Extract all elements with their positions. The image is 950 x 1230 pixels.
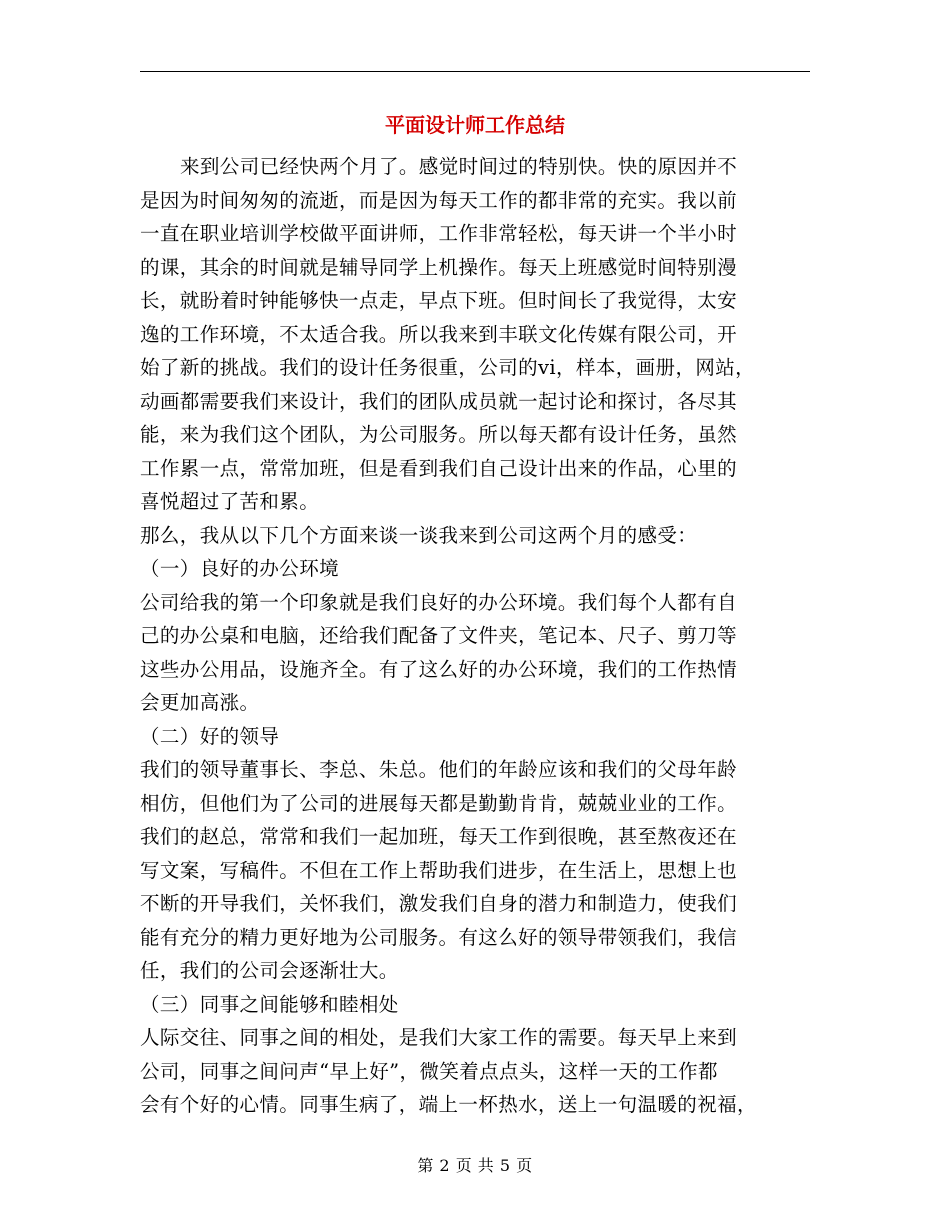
paragraph-line: 能，来为我们这个团队，为公司服务。所以每天都有设计任务，虽然 — [140, 423, 738, 446]
paragraph-line: 一直在职业培训学校做平面讲师，工作非常轻松，每天讲一个半小时 — [140, 222, 738, 245]
page-footer: 第 2 页 共 5 页 — [417, 1156, 533, 1175]
paragraph-line: 是因为时间匆匆的流逝，而是因为每天工作的都非常的充实。我以前 — [140, 188, 738, 212]
paragraph-line: 己的办公桌和电脑，还给我们配备了文件夹，笔记本、尺子、剪刀等 — [140, 624, 738, 647]
paragraph-line: 工作累一点，常常加班，但是看到我们自己设计出来的作品，心里的 — [140, 456, 738, 480]
paragraph-line: 公司给我的第一个印象就是我们良好的办公环境。我们每个人都有自 — [140, 590, 738, 614]
paragraph-line: 长，就盼着时钟能够快一点走，早点下班。但时间长了我觉得，太安 — [140, 289, 738, 312]
paragraph-line: 人际交往、同事之间的相处，是我们大家工作的需要。每天早上来到 — [140, 1026, 738, 1049]
paragraph-line: 不断的开导我们，关怀我们，激发我们自身的潜力和制造力，使我们 — [140, 892, 738, 915]
section-heading: （二）好的领导 — [140, 724, 280, 748]
paragraph-line: 喜悦超过了苦和累。 — [140, 490, 320, 513]
paragraph-line: 我们的领导董事长、李总、朱总。他们的年龄应该和我们的父母年龄 — [140, 758, 738, 781]
paragraph-line: 能有充分的精力更好地为公司服务。有这么好的领导带领我们，我信 — [140, 925, 738, 949]
paragraph-line: 会有个好的心情。同事生病了，端上一杯热水，送上一句温暖的祝福， — [140, 1093, 757, 1116]
document-body — [140, 150, 800, 1122]
paragraph-line: 任，我们的公司会逐渐壮大。 — [140, 959, 399, 982]
section-heading: （一）良好的办公环境 — [140, 557, 340, 580]
paragraph-line: 来到公司已经快两个月了。感觉时间过的特别快。快的原因并不 — [180, 155, 738, 178]
paragraph-line: 公司，同事之间问声“早上好”，微笑着点点头，这样一天的工作都 — [140, 1059, 718, 1083]
paragraph-line: 逸的工作环境，不太适合我。所以我来到丰联文化传媒有限公司，开 — [140, 322, 738, 346]
paragraph-line: 相仿，但他们为了公司的进展每天都是勤勤肯肯，兢兢业业的工作。 — [140, 791, 738, 815]
document-title: 平面设计师工作总结 — [385, 113, 565, 137]
paragraph-line: 会更加高涨。 — [140, 691, 260, 714]
paragraph-line: 动画都需要我们来设计，我们的团队成员就一起讨论和探讨，各尽其 — [140, 389, 738, 413]
paragraph-line: 我们的赵总，常常和我们一起加班，每天工作到很晚，甚至熬夜还在 — [140, 825, 738, 848]
section-heading: （三）同事之间能够和睦相处 — [140, 992, 399, 1016]
paragraph-line: 始了新的挑战。我们的设计任务很重，公司的vi，样本，画册，网站， — [140, 356, 756, 379]
paragraph-line: 那么，我从以下几个方面来谈一谈我来到公司这两个月的感受： — [140, 523, 698, 547]
header-rule — [140, 71, 810, 72]
paragraph-line: 写文案，写稿件。不但在工作上帮助我们进步，在生活上，思想上也 — [140, 858, 738, 882]
paragraph-line: 这些办公用品，设施齐全。有了这么好的办公环境，我们的工作热情 — [140, 657, 738, 681]
paragraph-line: 的课，其余的时间就是辅导同学上机操作。每天上班感觉时间特别漫 — [140, 255, 738, 279]
